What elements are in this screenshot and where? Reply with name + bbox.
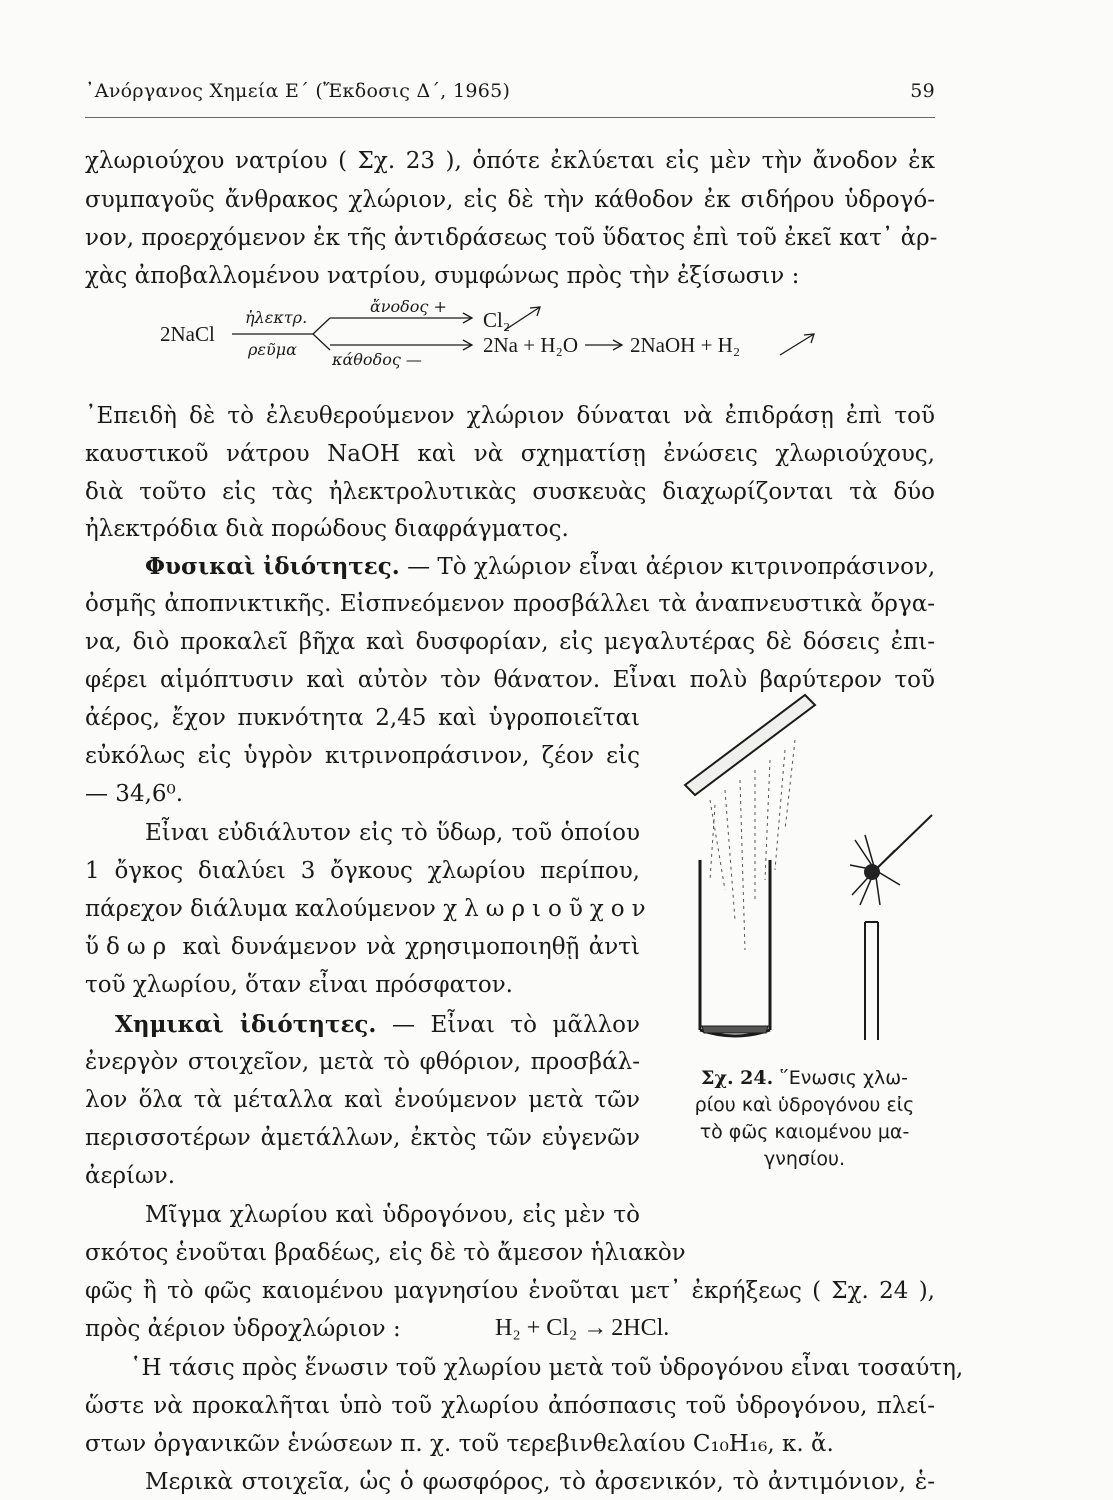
text-line: — 34,6⁰. <box>85 781 184 807</box>
text-line: πρὸς ἀέριον ὑδροχλώριον : <box>85 1316 401 1342</box>
figure-caption <box>682 1065 927 1173</box>
text-line: ἠλεκτρόδια διὰ πορώδους διαφράγματος. <box>85 516 569 542</box>
text-line: ἀέρος, ἔχον πυκνότητα 2,45 καὶ ὑγροποιεῖται <box>85 705 640 731</box>
text-line: συμπαγοῦς ἄνθρακος χλώριον, εἰς δὲ τὴν κάθοδον ἐκ σιδήρου ὑδρογό- <box>85 187 935 213</box>
text-line: χὰς ἀποβαλλομένου νατρίου, συμφώνως πρὸς τὴν ἐξίσωσιν : <box>85 263 800 289</box>
equation-arrows <box>0 0 1113 400</box>
text-line: ὥστε νὰ προκαλῆται ὑπὸ τοῦ χλωρίου ἀπόσπασις τοῦ ὑδρογόνου, πλεί- <box>85 1393 935 1419</box>
text-line: ὀσμῆς ἀποπνικτικῆς. Εἰσπνεόμενον προσβάλλει τὰ ἀναπνευστικὰ ὄργα- <box>85 591 935 617</box>
text-line: 1 ὄγκος διαλύει 3 ὄγκους χλωρίου περίπου, <box>85 858 640 884</box>
text-line: πάρεχον διάλυμα καλούμενον χλωριοῦχον <box>85 896 653 922</box>
text-line: λον ὅλα τὰ μέταλλα καὶ ἑνούμενον μετὰ τῶν <box>85 1087 640 1113</box>
eq-anode-product: Cl₂ <box>483 308 511 332</box>
text-line: σκότος ἑνοῦται βραδέως, εἰς δὲ τὸ ἄμεσον ἡλιακὸν <box>85 1240 686 1266</box>
figure-label: Σχ. 24. <box>701 1067 774 1089</box>
text-line: εὐκόλως εἰς ὑγρὸν κιτρινοπράσινον, ζέον εἰς <box>85 743 640 769</box>
text-line: φέρει αἱμόπτυσιν καὶ αὐτὸν τὸν θάνατον. Εἶναι πολὺ βαρύτερον τοῦ <box>85 667 935 693</box>
text-line: Μερικὰ στοιχεῖα, ὡς ὁ φωσφόρος, τὸ ἀρσενικόν, τὸ ἀντιμόνιον, ἑ- <box>145 1469 935 1495</box>
text-line: καυστικοῦ νάτρου NaOH καὶ νὰ σχηματίσῃ ἐνώσεις χλωριούχους, <box>85 441 935 467</box>
text-line: περισσοτέρων ἀμετάλλων, ἐκτὸς τῶν εὐγενῶν <box>85 1125 640 1151</box>
text-line: διὰ τοῦτο εἰς τὰς ἠλεκτρολυτικὰς συσκευὰς διαχωρίζονται τὰ δύο <box>85 479 935 505</box>
text-line: να, διὸ προκαλεῖ βῆχα καὶ δυσφορίαν, εἰς μεγαλυτέρας δὲ δόσεις ἐπι- <box>85 629 935 655</box>
term-chlorine-water: χλωριοῦχον <box>443 896 653 922</box>
text-line: χλωριούχου νατρίου ( Σχ. 23 ), ὁπότε ἐκλύεται εἰς μὲν τὴν ἄνοδον ἐκ <box>85 148 935 174</box>
eq-anode-label: ἄνοδος + <box>370 297 447 316</box>
text-line: ὕδωρ καὶ δυνάμενον νὰ χρησιμοποιηθῇ ἀντὶ <box>85 934 640 960</box>
text-line: ἐνεργὸν στοιχεῖον, μετὰ τὸ φθόριον, προσβάλ- <box>85 1049 640 1075</box>
eq-cathode-product: 2Na + H₂O <box>483 333 578 357</box>
text-line: ἀερίων. <box>85 1163 176 1189</box>
figure-chlorine-hydrogen-illustration <box>680 690 940 1055</box>
text-line: φῶς ἢ τὸ φῶς καιομένου μαγνησίου ἑνοῦται μετ᾿ ἐκρήξεως ( Σχ. 24 ), <box>85 1278 935 1304</box>
text-line: Εἶναι εὐδιάλυτον εἰς τὸ ὕδωρ, τοῦ ὁποίου <box>145 820 640 846</box>
text-line: νον, προερχόμενον ἐκ τῆς ἀντιδράσεως τοῦ ὕδατος ἐπὶ τοῦ ἐκεῖ κατ᾿ ἀρ- <box>85 225 938 251</box>
text-line: ᾿Επειδὴ δὲ τὸ ἐλευθερούμενον χλώριον δύναται νὰ ἐπιδράσῃ ἐπὶ τοῦ <box>85 403 935 429</box>
text-line: τοῦ χλωρίου, ὅταν εἶναι πρόσφατον. <box>85 972 513 998</box>
equation-hcl: H₂ + Cl₂ → 2HCl. <box>495 1315 670 1341</box>
eq-final-products: 2NaOH + H₂ <box>630 333 741 357</box>
section-heading-physical: Φυσικαὶ ἰδιότητες. <box>145 553 400 580</box>
eq-reactant: 2NaCl <box>160 322 215 346</box>
eq-below-arrow: ρεῦμα <box>248 340 297 359</box>
eq-cathode-label: κάθοδος — <box>332 350 422 369</box>
text-line: Μῖγμα χλωρίου καὶ ὑδρογόνου, εἰς μὲν τὸ <box>145 1202 640 1228</box>
figure-caption-text: ῞Ενωσις χλω- ρίου καὶ ὑδρογόνου εἰς τὸ φῶς καιομένου μα- γνησίου. <box>694 1067 915 1170</box>
page-number: 59 <box>910 80 935 102</box>
text-line: στων ὀργανικῶν ἑνώσεων π. χ. τοῦ τερεβινθελαίου C₁₀H₁₆, κ. ἄ. <box>85 1431 834 1457</box>
running-title: ᾿Ανόργανος Χημεία Ε΄ (Ἔκδοσις Δ΄, 1965) <box>85 80 511 102</box>
eq-above-arrow: ἠλεκτρ. <box>245 308 308 327</box>
text-line: Φυσικαὶ ἰδιότητες. — Τὸ χλώριον εἶναι ἀέριον κιτρινοπράσινον, <box>145 553 936 580</box>
text-line: ῾Η τάσις πρὸς ἕνωσιν τοῦ χλωρίου μετὰ τοῦ ὑδρογόνου εἶναι τοσαύτη, <box>130 1355 964 1381</box>
text-line: Χημικαὶ ἰδιότητες. — Εἶναι τὸ μᾶλλον <box>115 1011 640 1038</box>
section-heading-chemical: Χημικαὶ ἰδιότητες. <box>115 1011 377 1038</box>
